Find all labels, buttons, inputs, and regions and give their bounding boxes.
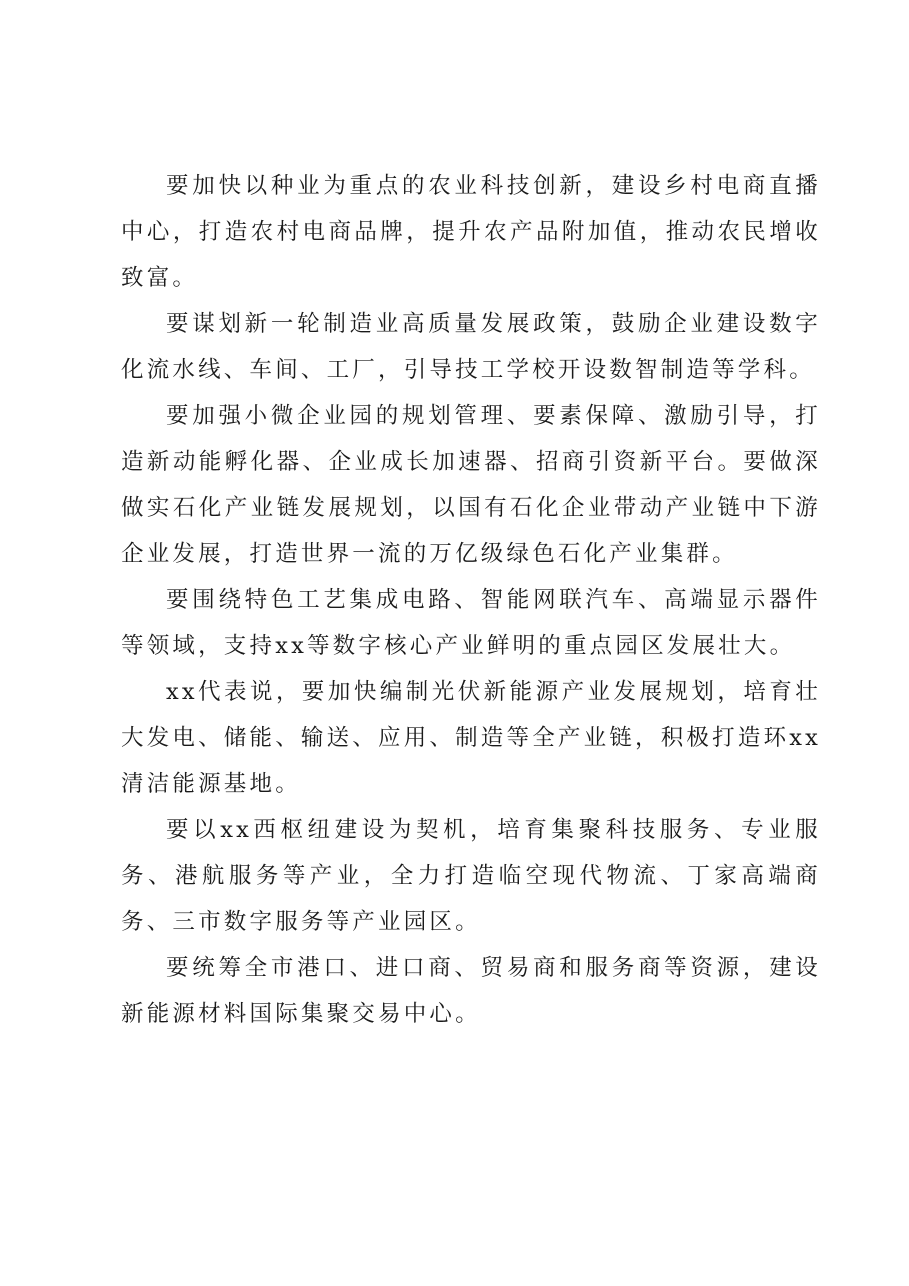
paragraph-industrial-park: 要加强小微企业园的规划管理、要素保障、激励引导，打造新动能孵化器、企业成长加速器、招商引资新平台。要做深做实石化产业链发展规划，以国有石化企业带动产业链中下游企业发展，打造世界一流的万亿级绿色石化产业集群。 xyxy=(121,403,821,567)
document-body xyxy=(121,163,821,1037)
paragraph-manufacturing: 要谋划新一轮制造业高质量发展政策，鼓励企业建设数字化流水线、车间、工厂，引导技工学校开设数智制造等学科。 xyxy=(121,311,821,383)
paragraph-digital-core: 要围绕特色工艺集成电路、智能网联汽车、高端显示器件等领域，支持xx等数字核心产业鲜明的重点园区发展壮大。 xyxy=(121,587,821,659)
paragraph-trade-center: 要统筹全市港口、进口商、贸易商和服务商等资源，建设新能源材料国际集聚交易中心。 xyxy=(121,955,821,1027)
paragraph-agriculture: 要加快以种业为重点的农业科技创新，建设乡村电商直播中心，打造农村电商品牌，提升农产品附加值，推动农民增收致富。 xyxy=(121,173,821,291)
paragraph-new-energy: xx代表说，要加快编制光伏新能源产业发展规划，培育壮大发电、储能、输送、应用、制造等全产业链，积极打造环xx清洁能源基地。 xyxy=(121,679,821,797)
paragraph-hub-services: 要以xx西枢纽建设为契机，培育集聚科技服务、专业服务、港航服务等产业，全力打造临空现代物流、丁家高端商务、三市数字服务等产业园区。 xyxy=(121,817,821,935)
